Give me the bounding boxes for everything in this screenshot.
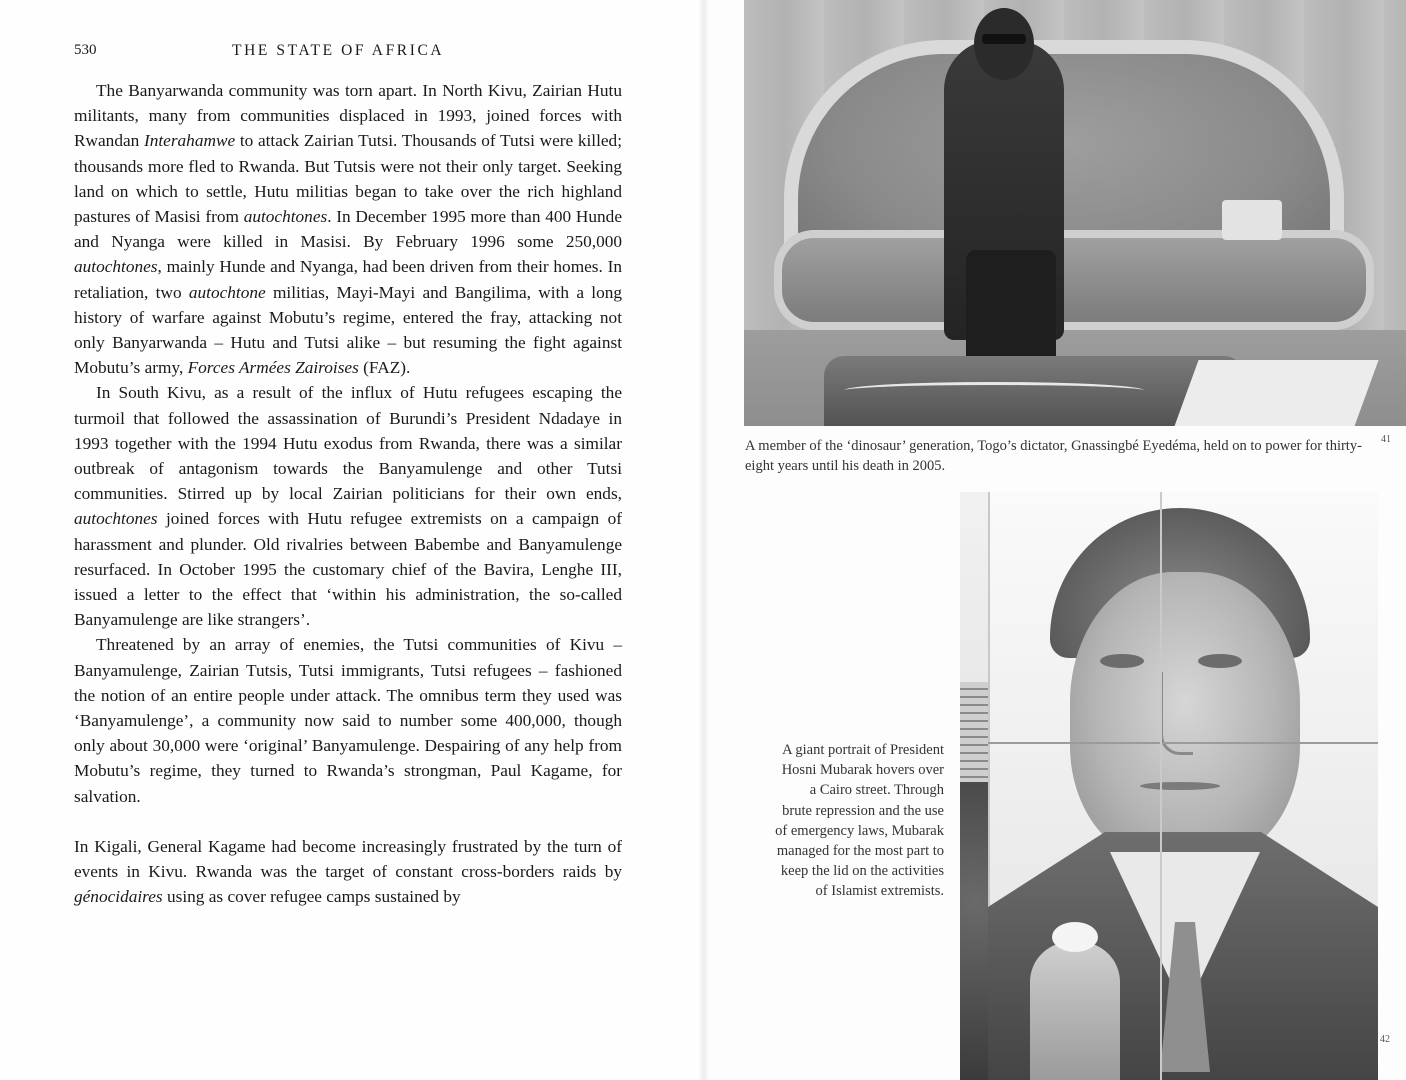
- billboard-seam-horizontal: [988, 742, 1378, 744]
- running-head: [74, 42, 622, 64]
- portrait-right-eye: [1198, 654, 1242, 668]
- caption-line: of emergency laws, Mubarak: [775, 822, 944, 839]
- text-run: , mainly Hunde and Nyanga, had been driven from their homes. In retaliation, two: [74, 257, 622, 302]
- text-run: Threatened by an array of enemies, the Tutsi communities of Kivu – Banyamulenge, Zairian Tutsis, Tutsi immigrants, Tutsi refugees – fashioned the notion of an entire people under attack. The omnibus term they used was ‘Banyamulenge’, a community now said to number some 400,000, though only about 30,000 were ‘original’ Banyamulenge. Despairing of any help from Mobutu’s regime, they turned to Rwanda’s strongman, Paul Kagame, for salvation.: [74, 635, 622, 806]
- photo-number-41: 41: [1381, 434, 1391, 445]
- italic-term: autochtones: [243, 207, 328, 227]
- caption-line: keep the lid on the activities: [780, 863, 944, 880]
- text-run: In Kigali, General Kagame had become increasingly frustrated by the turn of events in Kivu. Rwanda was the target of constant cross-borders raids by: [74, 836, 622, 882]
- italic-term: Forces Armées Zairoises: [187, 358, 359, 378]
- paragraph-2: [74, 380, 622, 632]
- photo-mubarak-billboard: [960, 492, 1378, 1080]
- sunglasses: [982, 34, 1026, 44]
- paper-sheet: [1169, 360, 1378, 426]
- text-run: . In December 1995 more than 400 Hunde and Nyanga were killed in Masisi. By February 1996 some 250,000: [74, 207, 622, 252]
- caption-line: a Cairo street. Through: [809, 782, 944, 799]
- book-gutter: [698, 0, 710, 1080]
- caption-line: of Islamist extremists.: [815, 883, 944, 900]
- caption-line: A giant portrait of President: [782, 742, 944, 758]
- text-run: to attack Zairian Tutsi. Thousands of Tutsi were killed; thousands more fled to Rwanda. But Tutsis were not their only target. Seeking land on which to settle, Hutu militias began to take over the rich highland pastures of Masisi from: [74, 131, 623, 227]
- portrait-mouth: [1140, 782, 1220, 790]
- italic-term: autochtones: [74, 257, 158, 277]
- text-run: In South Kivu, as a result of the influx of Hutu refugees escaping the turmoil that followed the assassination of Burundi’s President Ndadaye in 1993 together with the 1994 Hutu exodus from Rwanda, there was a similar outbreak of antagonism towards the Banyamulenge and other Tutsi communities. Stirred up by local Zairian politicians for their own ends,: [74, 383, 622, 504]
- body-text: [74, 78, 622, 910]
- man-head: [974, 8, 1034, 80]
- caption-photo-42: [742, 740, 944, 902]
- text-run: The Banyarwanda community was torn apart. In North Kivu, Zairian Hutu militants, many from communities displaced in 1993, joined forces with Rwandan: [74, 81, 622, 151]
- photo-eyadema: [744, 0, 1406, 426]
- italic-term: autochtone: [188, 282, 266, 302]
- running-title: THE STATE OF AFRICA: [232, 42, 445, 59]
- text-run: using as cover refugee camps sustained by: [162, 887, 461, 907]
- caption-line: Hosni Mubarak hovers over: [781, 762, 944, 779]
- paragraph-4: [74, 834, 622, 910]
- caption-photo-41: A member of the ‘dinosaur’ generation, Togo’s dictator, Gnassingbé Eyedéma, held on to power for thirty-eight years until his death in 2005.: [745, 438, 1362, 474]
- italic-term: génocidaires: [74, 887, 163, 907]
- text-run: joined forces with Hutu refugee extremists on a campaign of harassment and plunder. Old rivalries between Babembe and Banyamulenge resurfaced. In October 1995 the customary chief of the Bavira, Lenghe III, issued a letter to the effect that ‘within his administration, the so-called Banyamulenge are like strangers’.: [74, 509, 622, 630]
- caption-line: brute repression and the use: [782, 802, 944, 819]
- italic-term: Interahamwe: [143, 131, 236, 151]
- photo-number-42: 42: [1380, 1034, 1390, 1045]
- sofa-seat: [774, 230, 1374, 330]
- passerby-turban: [1052, 922, 1098, 952]
- paragraph-3: [74, 632, 622, 808]
- billboard-seam-vertical: [1160, 492, 1162, 1080]
- passerby: [1030, 942, 1120, 1080]
- italic-term: autochtones: [74, 509, 158, 529]
- table-pattern: [844, 382, 1144, 399]
- telephone: [1222, 200, 1282, 240]
- page-number: 530: [74, 42, 97, 58]
- caption-line: managed for the most part to: [776, 843, 944, 860]
- text-run: (FAZ).: [358, 358, 411, 378]
- paragraph-1: [74, 78, 622, 380]
- portrait-left-eye: [1100, 654, 1144, 668]
- text-run: militias, Mayi-Mayi and Bangilima, with a long history of warfare against Mobutu’s regime, entered the fray, attacking not only Banyarwanda – Hutu and Tutsi alike – but resuming the fight against Mobutu’s army,: [74, 282, 623, 378]
